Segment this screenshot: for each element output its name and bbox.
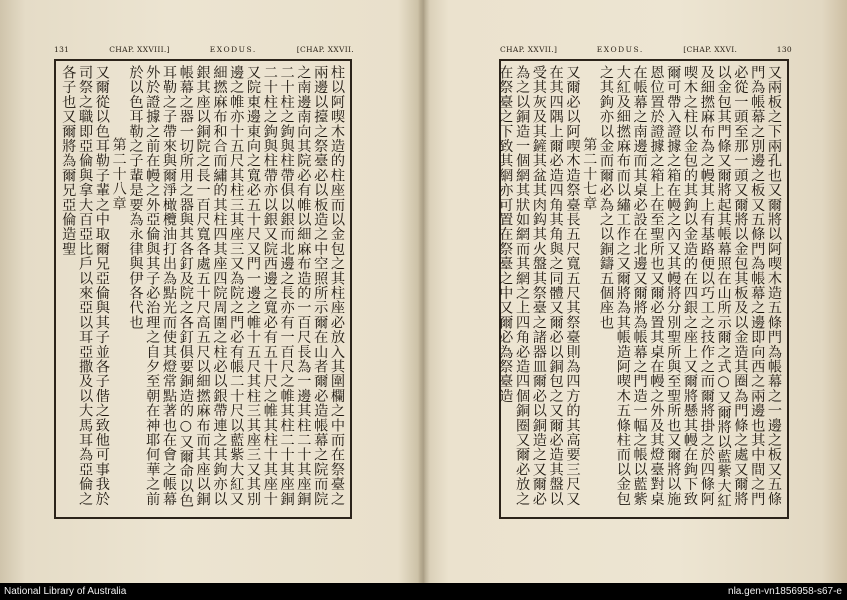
right-chapter-title: 第二十七章 <box>581 137 598 211</box>
left-page <box>0 0 423 583</box>
right-head-center: EXODUS. <box>596 44 644 54</box>
right-text-body <box>497 65 782 513</box>
footer-item-id: nla.gen-vn1856958-s67-e <box>728 586 842 597</box>
right-head-left: CHAP. XXVII.] <box>500 44 558 54</box>
left-text-before: 柱以阿喫木造的柱座而以金包之其柱座必放入其圍欄之中而在祭臺之兩邊以擡之祭臺必以板造之中空照所示爾在山者爾必造帳幕之院而院之南邊南向其院必有帷以細麻布造的一百尺長為一邊其柱二十其座銅二十柱之鉤與柱帶俱以銀而北邊之長亦有一百尺之帷其柱二十其座銅二十柱之鉤與柱帶亦以銀又院西邊之寬必有五十尺之帷其柱十其座十又院東邊東向之寬必五十尺又門一邊之帷十五尺其柱三其座三又其別邊之帷亦十五尺其柱三其座三又為院之門必有帳二十尺以藍紫大紅又細撚麻布和合而繡的其柱四其座四院周圍之柱必以銀帶連之其鉤亦以銀其座以銅院之長一百尺寬各處五十尺高五尺以細撚麻布而其座以銅帳幕之器一切所用之器與其各釘及院之各釘俱要銅造的○又爾命以色耳勒之子帶來與爾淨橄欖油打出為點光而使其燈常點著也在會之帳幕外於證據之前在幔之外亞倫與其子必治理之自夕至朝在神耶何華之前於以色耳勒之子輩是要為永律與伊各代也 <box>127 65 345 508</box>
left-running-head <box>54 42 354 56</box>
right-page <box>424 0 847 583</box>
right-running-head <box>500 42 792 56</box>
left-head-left: CHAP. XXVIII.] <box>109 44 170 54</box>
left-chapter-title: 第二十八章 <box>110 137 127 211</box>
left-page-number: 131 <box>54 44 70 54</box>
left-text-body <box>61 65 345 513</box>
right-text-frame <box>499 59 789 519</box>
right-text-before: 又兩板之下兩孔也又爾將以阿喫木造五條門為帳幕之一邊之板又五條門為帳幕之別邊之板又五條門為帳幕之邊即向西之兩邊也其中間之門必從一頭至那一頭又爾將以金包其板及以金造其圈為門條之處又爾將以金包其門條又爾將起其帳幕照在山所示爾之式○又爾將以藍紫大紅及細撚麻布為之幔其上有基路便以巧工之技作之而爾將掛之於四條阿喫木之柱以金包的其鉤以金造的在四銀之座上又爾將懸其幔在鉤下致爾可帶入證據之箱在幔之內又其幔將分別聖所與至聖所也又爾將以施恩位置於證據之箱上在至聖所也又爾必置其桌在幔之外及其燈臺對桌在帳幕之南邊而其桌必設在北邊又爾將為帳幕之門造一幅之帳以藍紫大紅及細撚麻布而以繡工作之又爾將為其帳造阿喫木五條柱而以金包之其鉤亦以金而爾必為之以銅鑄五個座也 <box>598 65 782 508</box>
left-text-frame <box>54 59 352 519</box>
right-page-number: 130 <box>776 44 792 54</box>
right-text-after: 又爾必以阿喫木造祭臺長五尺寬五尺其祭臺則為四方的其高要三尺又在其四隅上爾必造四角其角與之同體又爾必以銅包之又爾必造其盤以受其灰及其鏟其盆其肉鈎其火盤其祭臺之諸器皿爾必以銅造之又爾必為之以銅造一個網其狀如網而其網之上四角必造四個銅圈又爾必放之在祭臺之下致其網亦可置在祭臺之中又爾必為祭臺造 <box>497 65 581 506</box>
left-head-right: [CHAP. XXVII. <box>296 44 354 54</box>
right-head-right: [CHAP. XXVI. <box>683 44 738 54</box>
viewer-footer <box>0 583 847 600</box>
footer-library-name: National Library of Australia <box>4 586 127 597</box>
left-text-after: 又爾從以色耳勒子輩之中取爾兄亞倫與其子並各子偕之致他可事我於司祭之職即亞倫與拿大百亞比戶以來亞以耳亞撒及以大馬耳為亞倫之各子也又爾將為爾兄亞倫造聖 <box>60 65 110 506</box>
left-head-center: EXODUS. <box>209 44 257 54</box>
